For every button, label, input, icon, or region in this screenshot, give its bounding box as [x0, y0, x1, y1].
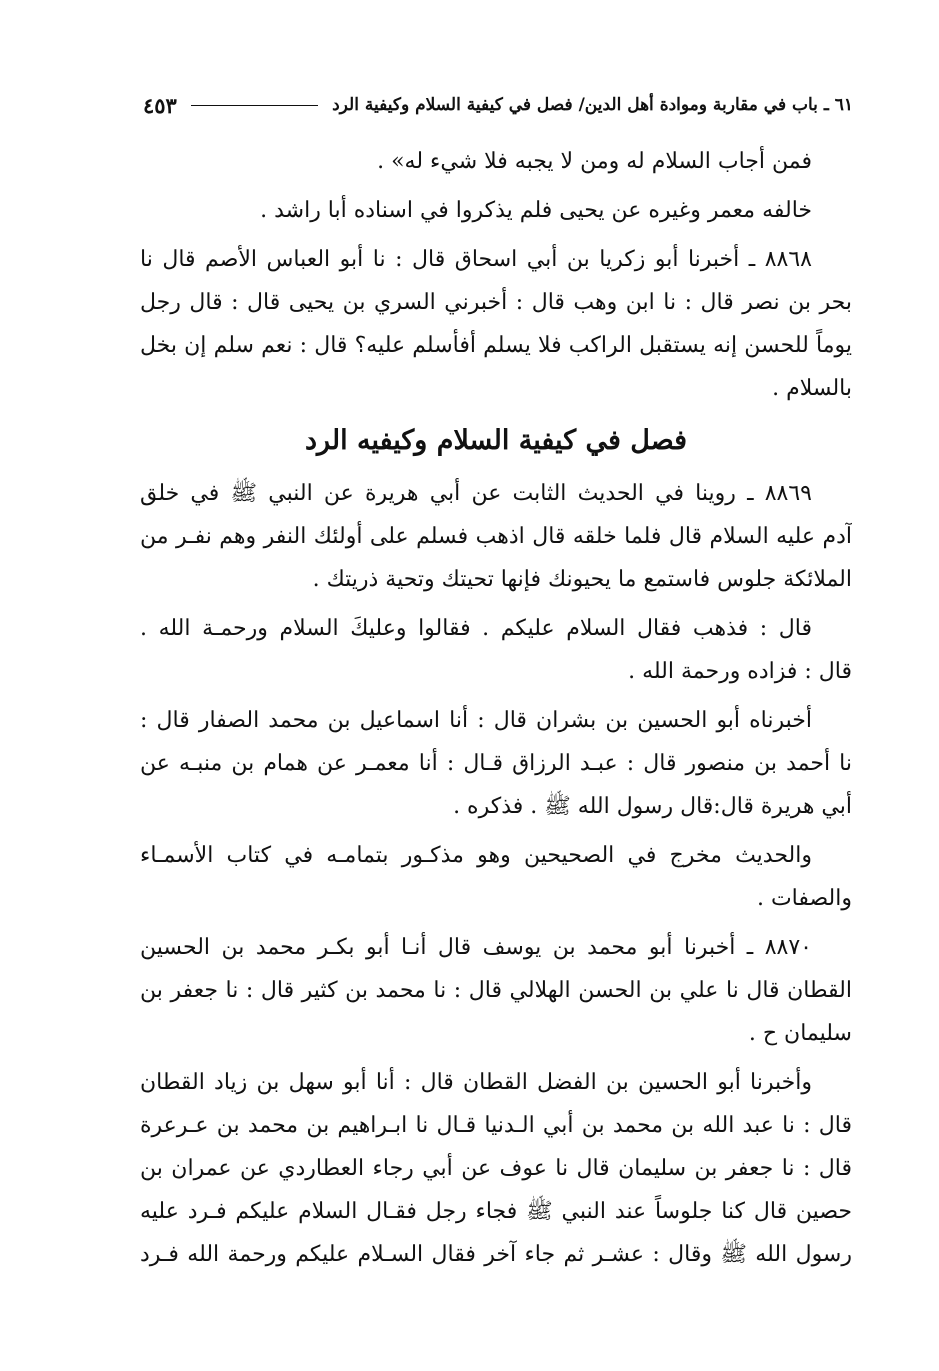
text-line: رسول الله ﷺ وقال : عشـر ثم جاء آخر فقال السـلام عليكم ورحمة الله فـرد — [140, 1242, 852, 1267]
text-line: آدم عليه السلام قال فلما خلقه قال اذهب فسلم على أولئك النفر وهم نفـر من — [140, 524, 852, 549]
text-line: والحديث مخرج في الصحيحين وهو مذكـور بتمامـه في كتاب الأسمـاء — [140, 843, 812, 868]
text-line: والصفات . — [756, 886, 852, 911]
text-line: يوماً للحسن إنه يستقبل الراكب فلا يسلم أفأسلم عليه؟ قال : نعم سلم إن بخل — [140, 333, 852, 358]
text-line: ٨٨٦٩ ـ روينا في الحديث الثابت عن أبي هريرة عن النبي ﷺ في خلق — [140, 481, 812, 506]
text-line: ٨٨٧٠ ـ أخبرنا أبو محمد بن يوسف قال أنـا أبو بكـر محمد بن الحسين — [140, 935, 812, 960]
section-heading: فصل في كيفية السلام وكيفيه الرد — [304, 425, 688, 456]
text-line: الملائكة جلوس فاستمع ما يحيونك فإنها تحيتك وتحية ذريتك . — [312, 567, 852, 592]
page-header — [143, 88, 853, 122]
text-line: نا أحمد بن منصور قال : عبـد الرزاق قـال : أنا معمـر عن همام بن منبـه عن — [140, 751, 852, 776]
text-line: بحر بن نصر قال : نا ابن وهب قال : أخبرني السري بن يحيى قال : قال رجل — [140, 290, 852, 315]
text-line: بالسلام . — [772, 376, 852, 401]
running-title: ٦١ ـ باب في مقاربة وموادة أهل الدين/ فصل في كيفية السلام وكيفية الرد — [332, 95, 853, 115]
page-number: ٤٥٣ — [143, 92, 177, 118]
header-rule — [191, 105, 318, 106]
text-line: ٨٨٦٨ ـ أخبرنا أبو زكريا بن أبي اسحاق قال : نا أبو العباس الأصم قال نا — [140, 247, 812, 272]
text-line: خالفه معمر وغيره عن يحيى فلم يذكروا في اسناده أبا راشد . — [260, 198, 812, 223]
text-line: وأخبرنا أبو الحسين بن الفضل القطان قال : أنا أبو سهل بن زياد القطان — [140, 1070, 812, 1095]
text-line: أخبرناه أبو الحسين بن بشران قال : أنا اسماعيل بن محمد الصفار قال : — [140, 708, 812, 733]
page-body — [140, 140, 852, 1276]
text-line: قال : فذهب فقال السلام عليكم . فقالوا وعليكَ السلام ورحمـة الله . — [140, 616, 812, 641]
text-line: قال : فزاده ورحمة الله . — [628, 659, 852, 684]
text-line: أبي هريرة قال:قال رسول الله ﷺ . فذكره . — [453, 794, 852, 819]
text-line: قال : نا جعفر بن سليمان قال نا عوف عن أبي رجاء العطاردي عن عمران بن — [140, 1156, 852, 1181]
text-line: قال : نا عبد الله بن محمد بن أبي الـدنيا قـال نا ابـراهيم بن محمد بن عـرعرة — [140, 1113, 852, 1138]
text-line: القطان قال نا علي بن الحسن الهلالي قال : نا محمد بن كثير قال : نا جعفر بن — [140, 978, 852, 1003]
text-line: سليمان ح . — [748, 1021, 852, 1046]
text-line: حصين قال كنا جلوساً عند النبي ﷺ فجاء رجل فقـال السلام عليكم فـرد عليه — [140, 1199, 852, 1224]
text-line: فمن أجاب السلام له ومن لا يجبه فلا شيء له» . — [377, 149, 812, 174]
